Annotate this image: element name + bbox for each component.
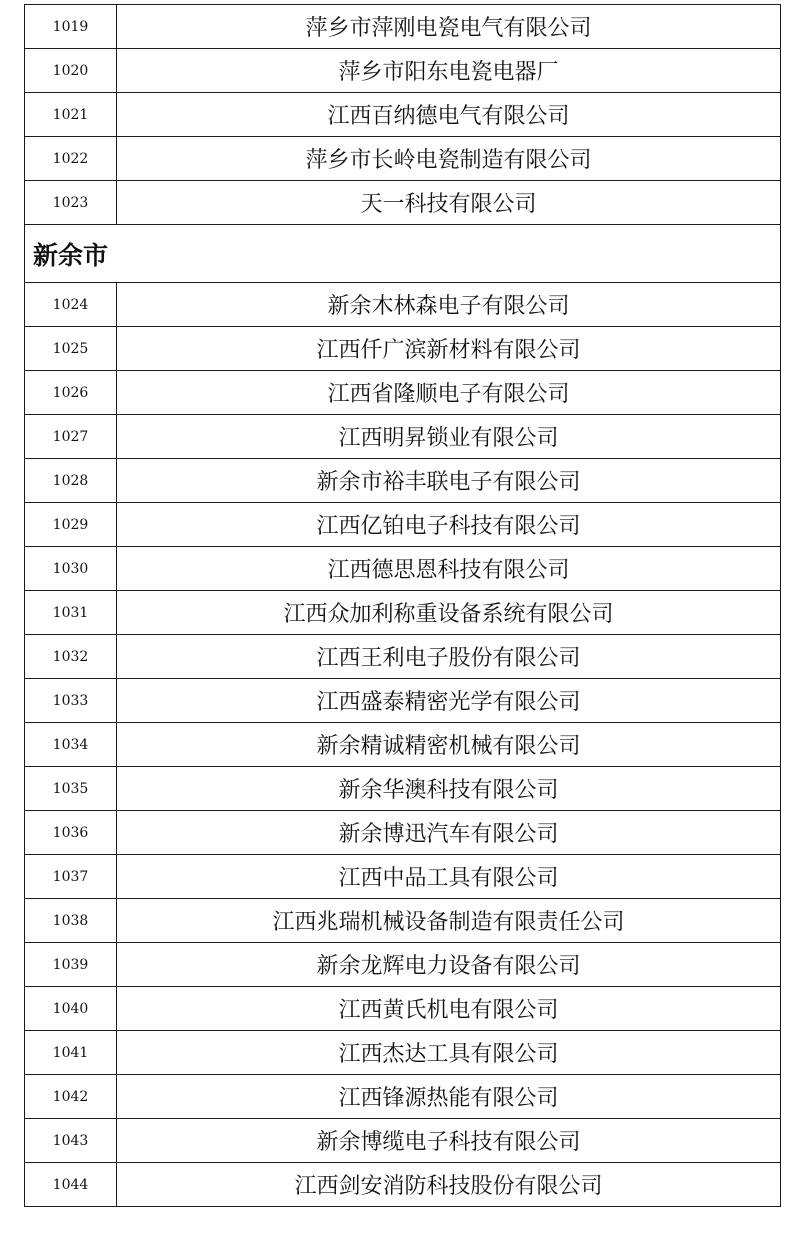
company-name: 新余木林森电子有限公司 xyxy=(117,283,781,327)
table-row xyxy=(25,181,781,225)
company-name: 新余华澳科技有限公司 xyxy=(117,767,781,811)
company-name: 江西杰达工具有限公司 xyxy=(117,1031,781,1075)
table-row xyxy=(25,137,781,181)
table-row xyxy=(25,1075,781,1119)
company-name: 江西众加利称重设备系统有限公司 xyxy=(117,591,781,635)
table-section-after xyxy=(25,283,781,1207)
row-number: 1024 xyxy=(25,283,117,327)
company-name: 江西兆瑞机械设备制造有限责任公司 xyxy=(117,899,781,943)
row-number: 1036 xyxy=(25,811,117,855)
company-name: 新余博缆电子科技有限公司 xyxy=(117,1119,781,1163)
table-section-header xyxy=(25,225,781,283)
table-row xyxy=(25,327,781,371)
company-name: 萍乡市阳东电瓷电器厂 xyxy=(117,49,781,93)
company-name: 江西中品工具有限公司 xyxy=(117,855,781,899)
company-name: 江西亿铂电子科技有限公司 xyxy=(117,503,781,547)
table-row xyxy=(25,93,781,137)
row-number: 1030 xyxy=(25,547,117,591)
company-name: 天一科技有限公司 xyxy=(117,181,781,225)
row-number: 1033 xyxy=(25,679,117,723)
table-row xyxy=(25,49,781,93)
row-number: 1041 xyxy=(25,1031,117,1075)
table-row xyxy=(25,5,781,49)
row-number: 1037 xyxy=(25,855,117,899)
table-row xyxy=(25,679,781,723)
table-row xyxy=(25,767,781,811)
row-number: 1021 xyxy=(25,93,117,137)
table-row xyxy=(25,1119,781,1163)
table-row xyxy=(25,283,781,327)
row-number: 1032 xyxy=(25,635,117,679)
row-number: 1034 xyxy=(25,723,117,767)
company-name: 萍乡市长岭电瓷制造有限公司 xyxy=(117,137,781,181)
company-name: 新余市裕丰联电子有限公司 xyxy=(117,459,781,503)
company-name: 萍乡市萍刚电瓷电气有限公司 xyxy=(117,5,781,49)
company-name: 江西德思恩科技有限公司 xyxy=(117,547,781,591)
company-name: 江西剑安消防科技股份有限公司 xyxy=(117,1163,781,1207)
company-list-table xyxy=(24,4,781,1207)
row-number: 1040 xyxy=(25,987,117,1031)
table-row xyxy=(25,855,781,899)
table-row xyxy=(25,987,781,1031)
row-number: 1019 xyxy=(25,5,117,49)
row-number: 1020 xyxy=(25,49,117,93)
row-number: 1042 xyxy=(25,1075,117,1119)
table-row xyxy=(25,547,781,591)
table-row xyxy=(25,811,781,855)
company-name: 江西锋源热能有限公司 xyxy=(117,1075,781,1119)
company-name: 江西仟广滨新材料有限公司 xyxy=(117,327,781,371)
company-name: 江西百纳德电气有限公司 xyxy=(117,93,781,137)
table-row xyxy=(25,635,781,679)
company-name: 江西黄氏机电有限公司 xyxy=(117,987,781,1031)
row-number: 1026 xyxy=(25,371,117,415)
table-row xyxy=(25,591,781,635)
table-row xyxy=(25,1031,781,1075)
row-number: 1035 xyxy=(25,767,117,811)
table-row xyxy=(25,899,781,943)
row-number: 1043 xyxy=(25,1119,117,1163)
company-name: 江西王利电子股份有限公司 xyxy=(117,635,781,679)
company-name: 江西明昇锁业有限公司 xyxy=(117,415,781,459)
company-name: 江西省隆顺电子有限公司 xyxy=(117,371,781,415)
section-header-row xyxy=(25,225,781,283)
company-name: 新余博迅汽车有限公司 xyxy=(117,811,781,855)
table-row xyxy=(25,371,781,415)
company-name: 江西盛泰精密光学有限公司 xyxy=(117,679,781,723)
row-number: 1028 xyxy=(25,459,117,503)
company-name: 新余龙辉电力设备有限公司 xyxy=(117,943,781,987)
row-number: 1031 xyxy=(25,591,117,635)
company-name: 新余精诚精密机械有限公司 xyxy=(117,723,781,767)
table-row xyxy=(25,415,781,459)
row-number: 1029 xyxy=(25,503,117,547)
table-row xyxy=(25,1163,781,1207)
table-row xyxy=(25,943,781,987)
section-title: 新余市 xyxy=(25,225,781,283)
table-row xyxy=(25,723,781,767)
table-row xyxy=(25,503,781,547)
table-row xyxy=(25,459,781,503)
row-number: 1025 xyxy=(25,327,117,371)
row-number: 1044 xyxy=(25,1163,117,1207)
row-number: 1038 xyxy=(25,899,117,943)
row-number: 1022 xyxy=(25,137,117,181)
row-number: 1039 xyxy=(25,943,117,987)
table-section-before xyxy=(25,5,781,225)
row-number: 1027 xyxy=(25,415,117,459)
row-number: 1023 xyxy=(25,181,117,225)
